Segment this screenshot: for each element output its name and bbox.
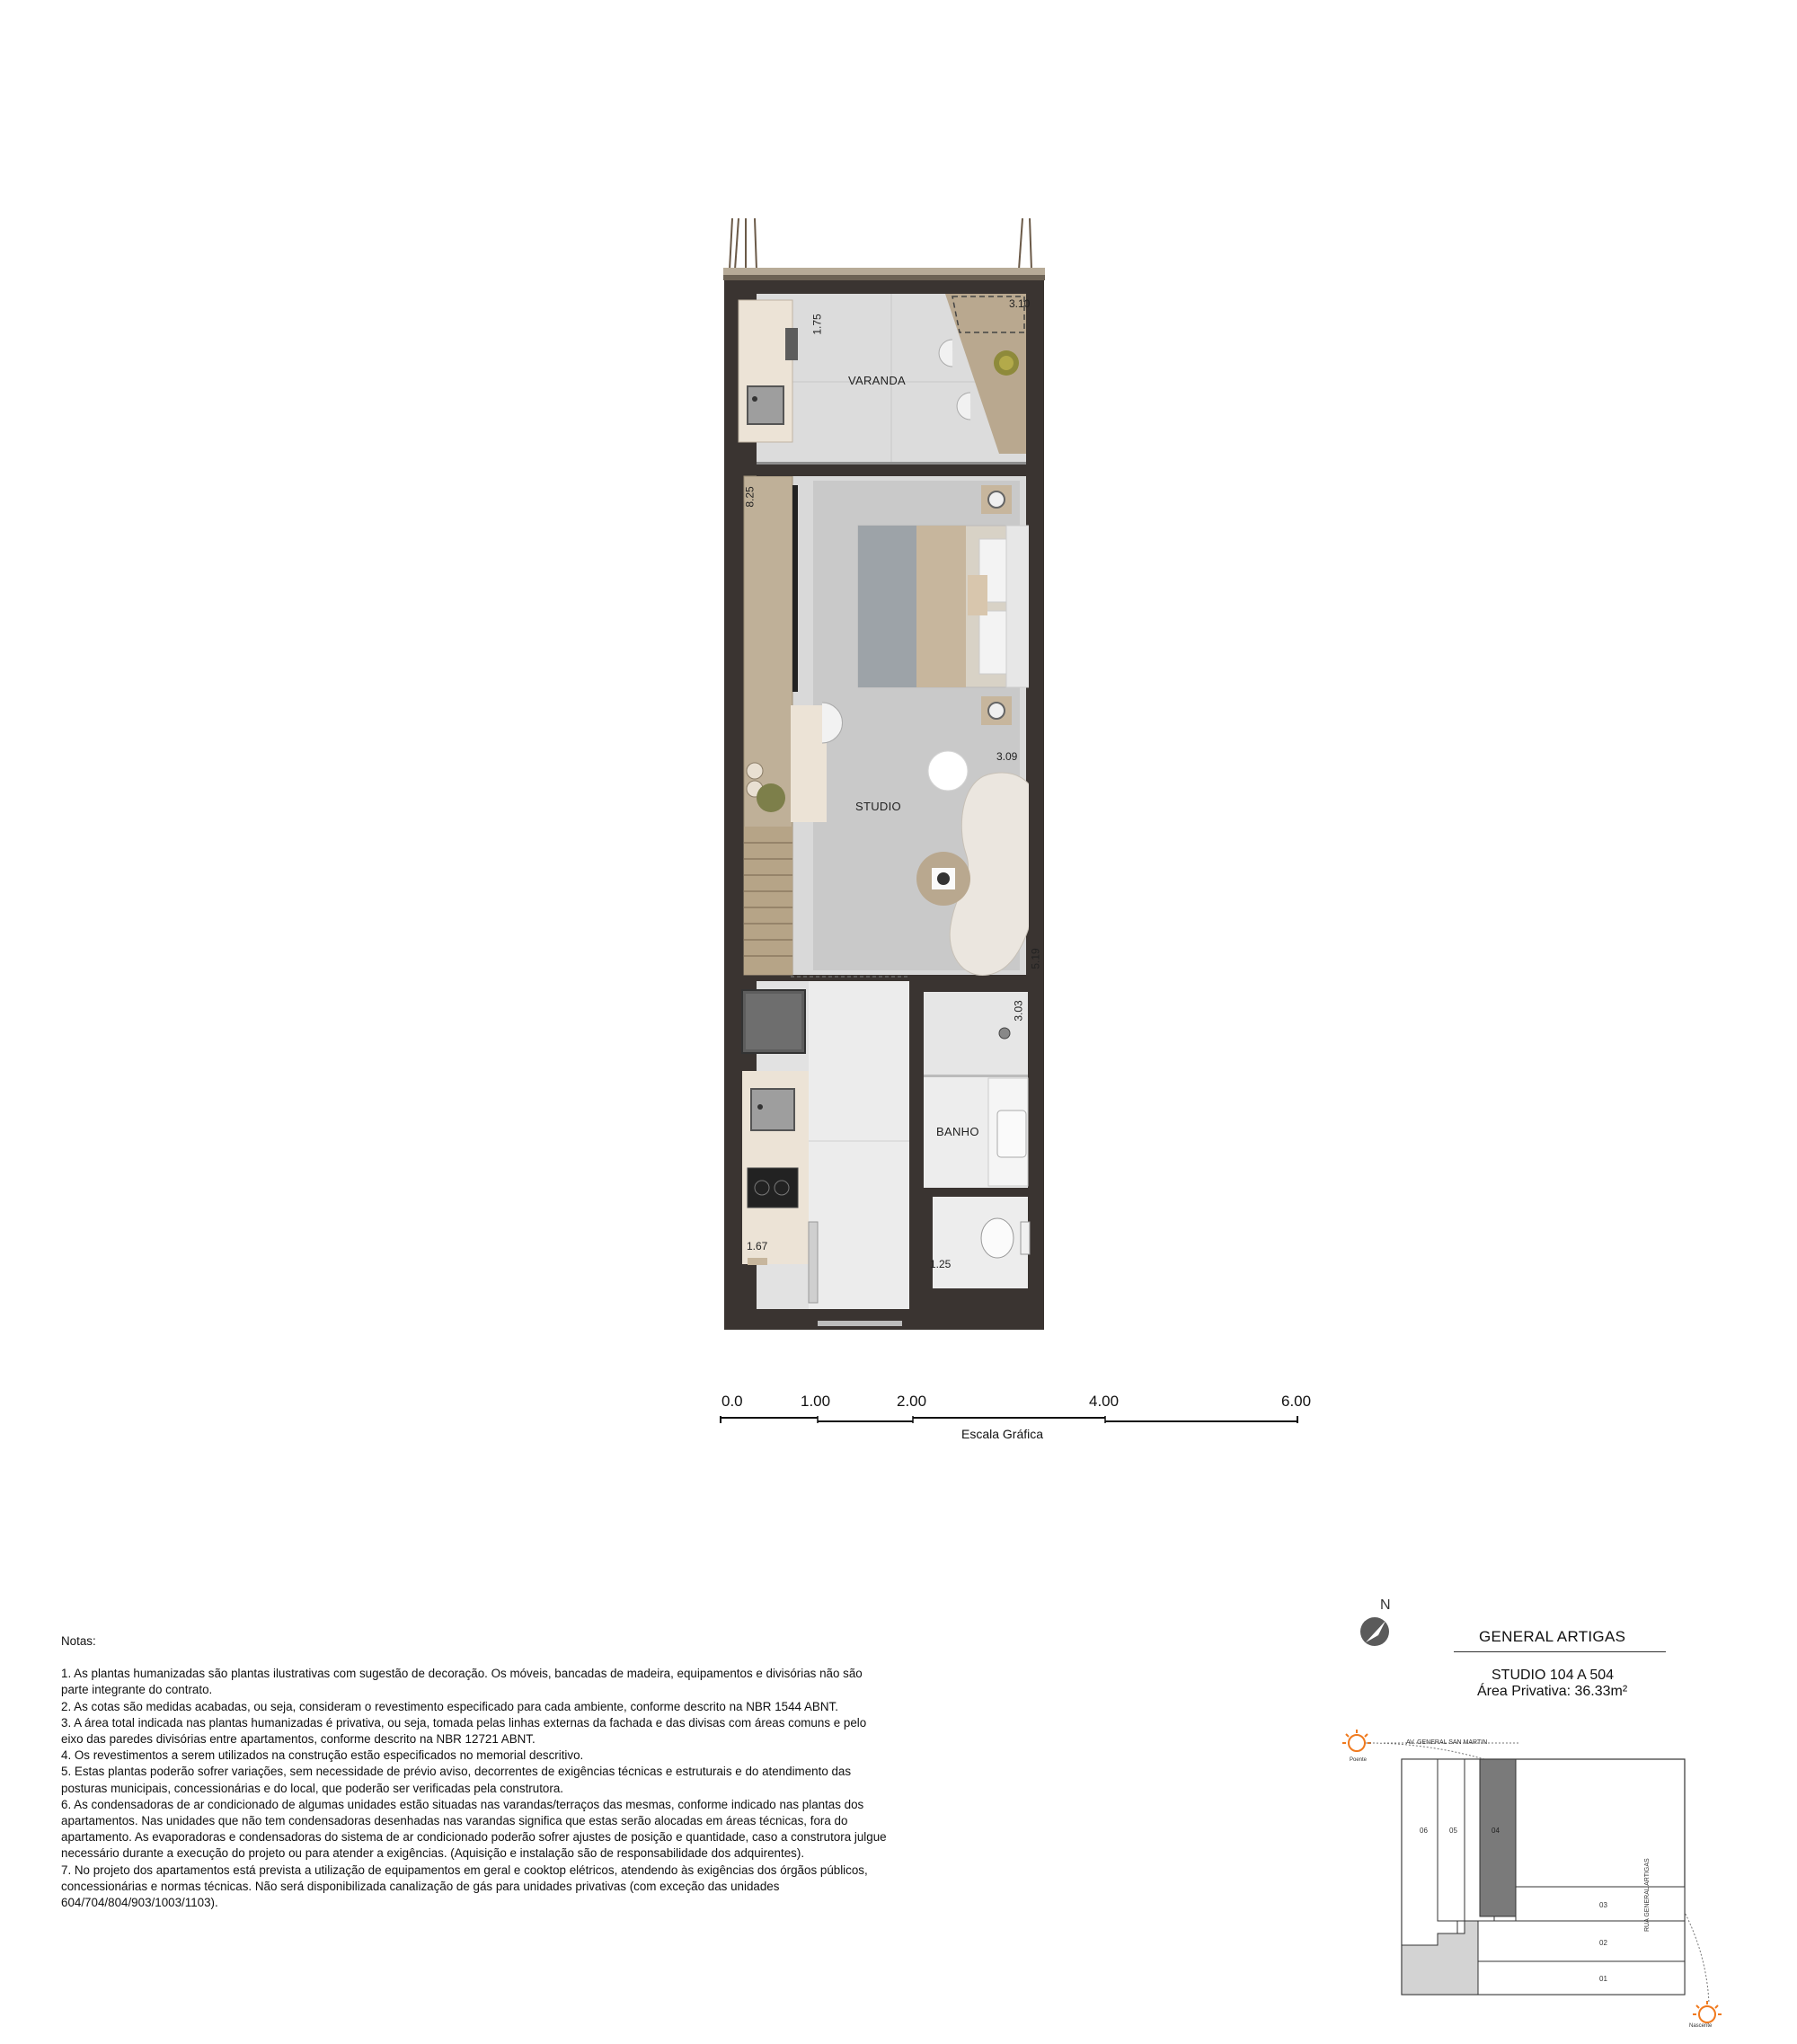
private-area: Área Privativa: 36.33m² — [1477, 1684, 1628, 1699]
building-name: GENERAL ARTIGAS — [1479, 1628, 1626, 1645]
scale-caption: Escala Gráfica — [961, 1427, 1044, 1441]
sun-icon — [1342, 1730, 1371, 1751]
keyplan-unit-05: 05 — [1449, 1827, 1457, 1835]
dimension-label: 3.09 — [996, 750, 1018, 763]
side-table — [928, 751, 968, 791]
note-item: 2. As cotas são medidas acabadas, ou seja, consideram o revestimento especificado para cada ambiente, conforme descrito na NBR 1544 ABNT. — [61, 1699, 838, 1713]
sun-label-east: Nascente — [1689, 2023, 1713, 2029]
street-label-right: RUA GENERAL ARTIGAS — [1644, 1858, 1651, 1932]
room-label-varanda: VARANDA — [848, 374, 906, 387]
keyplan-unit-02: 02 — [1599, 1939, 1607, 1947]
dimension-label: 3.03 — [1012, 1000, 1025, 1022]
street-label-top: AV. GENERAL SAN MARTIN — [1406, 1739, 1488, 1746]
keyplan-unit-03: 03 — [1599, 1901, 1607, 1909]
scale-tick-label: 4.00 — [1089, 1393, 1120, 1410]
note-item: 7. No projeto dos apartamentos está prevista a utilização de equipamentos em geral e cooktop elétricos, atendendo às exigências dos órgãos públicos, concessionárias e normas técnicas. Não será disponibilizada canalização de gás para unidades privativas (com exceção das unidades 604/704/804/903/1003/1103). — [61, 1863, 868, 1910]
note-item: 5. Estas plantas poderão sofrer variações, sem necessidade de prévio aviso, decorrentes de exigências técnicas e estruturais e do atendimento das posturas municipais, concessionárias e do local, que poderão ser verificadas pela construtora. — [61, 1765, 852, 1795]
plant-icon — [757, 783, 785, 812]
room-label-banho: BANHO — [936, 1125, 979, 1138]
entry-door-sill — [818, 1321, 902, 1326]
scale-tick-label: 0.0 — [721, 1393, 743, 1410]
dimension-label: 1.25 — [930, 1258, 952, 1270]
note-item: 3. A área total indicada nas plantas humanizadas é privativa, ou seja, tomada pelas linhas externas da fachada e das divisas com áreas comuns e pelo eixo das paredes divisórias entre apartamentos, conforme descrito na NBR 12721 ABNT. — [61, 1715, 867, 1747]
balcony-railing — [730, 218, 1031, 270]
keyplan-unit-06: 06 — [1420, 1827, 1428, 1835]
note-item: 1. As plantas humanizadas são plantas ilustrativas com sugestão de decoração. Os móveis, bancadas de madeira, equipamentos e divisórias não são parte integrante do contrato. — [61, 1667, 863, 1697]
note-item: 4. Os revestimentos a serem utilizados na construção estão especificados no memorial descritivo. — [61, 1748, 584, 1763]
bed — [858, 526, 1038, 687]
vanity-basin — [997, 1110, 1026, 1157]
desk — [791, 705, 827, 822]
shelving — [744, 827, 792, 975]
scale-tick-label: 6.00 — [1281, 1393, 1312, 1410]
key-plan — [1330, 1725, 1725, 2040]
dimension-label: 8.25 — [743, 486, 757, 508]
unit-range: STUDIO 104 A 504 — [1492, 1668, 1615, 1683]
north-label: N — [1380, 1597, 1391, 1613]
keyplan-unit-01: 01 — [1599, 1975, 1607, 1983]
scale-tick-label: 2.00 — [897, 1393, 927, 1410]
toilet-icon — [981, 1218, 1014, 1258]
dimension-label: 5.19 — [1029, 948, 1042, 969]
title-divider — [1454, 1651, 1666, 1652]
sun-icon — [1693, 2001, 1722, 2022]
scale-tick-label: 1.00 — [801, 1393, 831, 1410]
note-item: 6. As condensadoras de ar condicionado de algumas unidades estão situadas nas varandas/terraços das mesmas, conforme indicado nas plantas dos apartamentos. Nas unidades que não tem condensadoras desenhadas nas varandas significa que estas serão alocadas em áreas técnicas, fora do apartamento. As evaporadoras e condensadoras do sistema de ar condicionado poderão sofrer ajustes de posição e quantidade, caso a construtora julgue necessário durante a execução do projeto ou para atender a exigências. (Aquisição e instalação são de responsabilidade dos adquirentes). — [61, 1797, 887, 1861]
varanda-faucet-unit — [785, 328, 798, 360]
kitchen-sink — [751, 1089, 794, 1130]
sun-label-west: Poente — [1350, 1757, 1368, 1763]
dimension-label: 3.10 — [1009, 297, 1031, 310]
notes-block — [61, 1633, 888, 1911]
dimension-label: 1.67 — [747, 1240, 768, 1252]
keyplan-unit-04: 04 — [1492, 1827, 1500, 1835]
notes-title: Notas: — [61, 1634, 96, 1648]
varanda-sink — [748, 386, 783, 424]
highlighted-unit — [1480, 1759, 1516, 1916]
dimension-label: 1.75 — [810, 314, 824, 335]
north-arrow-icon — [1355, 1608, 1400, 1653]
room-label-studio: STUDIO — [855, 800, 901, 813]
